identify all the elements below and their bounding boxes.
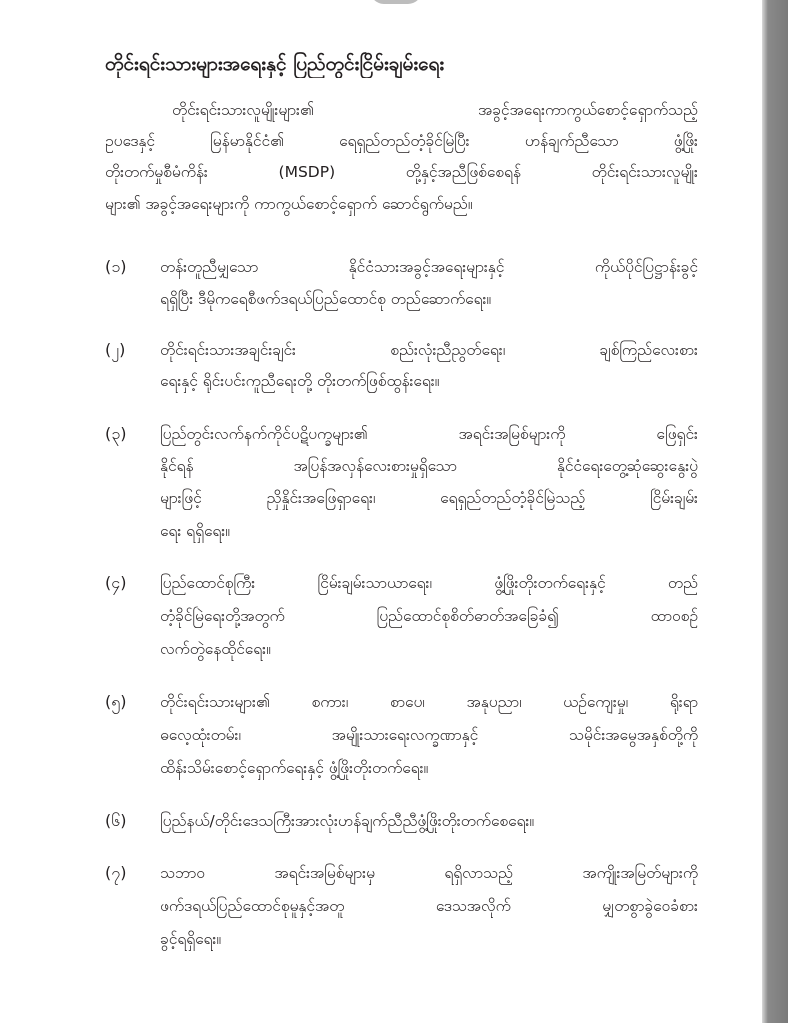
item-number: (၅) bbox=[105, 692, 127, 711]
item-number: (၄) bbox=[105, 573, 127, 592]
item-line: တံ့ခိုင်မြဲရေးတို့အတွက် ပြည်ထောင်စုစိတ်ဓာတ်အခြေခံ၍ ထာဝစဉ် bbox=[160, 607, 698, 625]
item-line: ဖက်ဒရယ်ပြည်ထောင်စုမူနှင့်အတူ ဒေသအလိုက် မျှတစွာခွဲဝေခံစား bbox=[160, 897, 698, 915]
item-number: (၂) bbox=[105, 340, 126, 359]
item-line: ပြည်တွင်းလက်နက်ကိုင်ပဋိပက္ခများ၏ အရင်းအမြစ်များကို ဖြေရှင်း bbox=[160, 425, 698, 443]
item-line: ပြည်ထောင်စုကြီး ငြိမ်းချမ်းသာယာရေး၊ ဖွံ့ဖြိုးတိုးတက်ရေးနှင့် တည် bbox=[160, 574, 698, 592]
item-line: ရေးနှင့် ရိုင်းပင်းကူညီရေးတို့ တိုးတက်ဖြစ်ထွန်းရေး။ bbox=[160, 372, 440, 390]
item-number: (၁) bbox=[105, 257, 127, 276]
item-line: တိုင်းရင်းသားများ၏ စကား၊ စာပေ၊ အနုပညာ၊ ယဉ်ကျေးမှု၊ ရိုးရာ bbox=[160, 693, 698, 711]
intro-line: ဥပဒေနှင့် မြန်မာနိုင်ငံ၏ ရေရှည်တည်တံ့ခိုင်မြဲပြီး ဟန်ချက်ညီသော ဖွံ့ဖြိုး bbox=[105, 132, 698, 150]
page-edge-shadow bbox=[762, 0, 788, 1023]
item-line: နိုင်ရန် အပြန်အလှန်လေးစားမှုရှိသော နိုင်ငံရေးတွေ့ဆုံဆွေးနွေးပွဲ bbox=[160, 457, 698, 475]
item-number: (၇) bbox=[105, 863, 127, 882]
item-line: ပြည်နယ်/တိုင်းဒေသကြီးအားလုံးဟန်ချက်ညီညီဖွံ့ဖြိုးတိုးတက်စေရေး။ bbox=[160, 812, 535, 830]
item-line: ခွင့်ရရှိရေး။ bbox=[160, 930, 222, 948]
item-number: (၆) bbox=[105, 811, 127, 830]
item-line: လက်တွဲနေထိုင်ရေး။ bbox=[160, 640, 271, 658]
item-line: ဓလေ့ထုံးတမ်း၊ အမျိုးသားရေးလက္ခဏာနှင့် သမိုင်းအမွေအနှစ်တို့ကို bbox=[160, 726, 698, 744]
item-line: သဘာဝ အရင်းအမြစ်များမှ ရရှိလာသည့် အကျိုးအမြတ်များကို bbox=[160, 864, 698, 882]
item-number: (၃) bbox=[105, 424, 127, 443]
page-title: တိုင်းရင်းသားများအရေးနှင့် ပြည်တွင်းငြိမ်းချမ်းရေး bbox=[105, 53, 445, 75]
intro-line: တိုးတက်မှုစီမံကိန်း (MSDP) တို့နှင့်အညီဖြစ်စေရန် တိုင်းရင်းသားလူမျိုး bbox=[105, 163, 698, 181]
item-line: တိုင်းရင်းသားအချင်းချင်း စည်းလုံးညီညွတ်ရေး၊ ချစ်ကြည်လေးစား bbox=[160, 341, 698, 359]
item-line: များဖြင့် ညှိနှိုင်းအဖြေရှာရေး၊ ရေရှည်တည်တံ့ခိုင်မြဲသည့် ငြိမ်းချမ်း bbox=[160, 489, 698, 507]
intro-line: များ၏ အခွင့်အရေးများကို ကာကွယ်စောင့်ရှောက် ဆောင်ရွက်မည်။ bbox=[105, 195, 473, 213]
item-line: ရရှိပြီး ဒီမိုကရေစီဖက်ဒရယ်ပြည်ထောင်စု တည်ဆောက်ရေး။ bbox=[160, 290, 492, 308]
intro-line: တိုင်းရင်းသားလူမျိုးများ၏ အခွင့်အရေးကာကွယ်စောင့်ရှောက်သည့် bbox=[172, 101, 698, 119]
item-line: တန်းတူညီမျှသော နိုင်ငံသားအခွင့်အရေးများနှင့် ကိုယ်ပိုင်ပြဋ္ဌာန်းခွင့် bbox=[160, 258, 698, 276]
item-line: ထိန်းသိမ်းစောင့်ရှောက်ရေးနှင့် ဖွံ့ဖြိုးတိုးတက်ရေး။ bbox=[160, 759, 429, 777]
item-line: ရေး ရရှိရေး။ bbox=[160, 522, 230, 540]
